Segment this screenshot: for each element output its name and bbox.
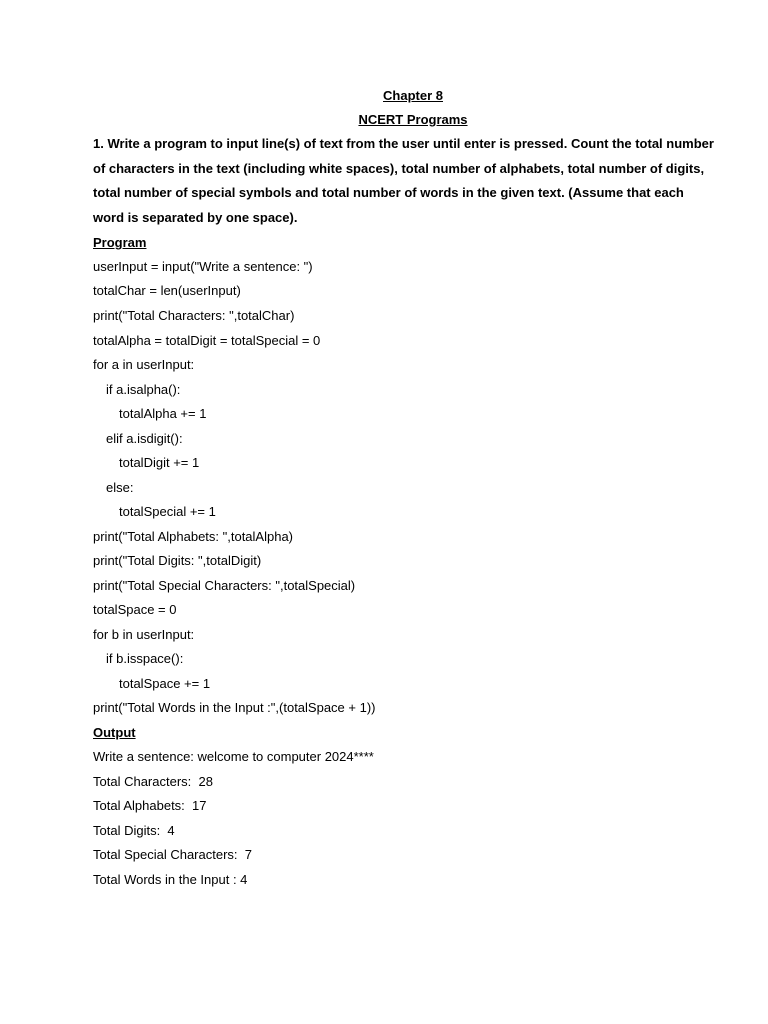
program-heading: Program <box>93 235 147 250</box>
code-line: if a.isalpha(): <box>106 382 181 397</box>
question-block <box>93 132 715 230</box>
code-line: print("Total Alphabets: ",totalAlpha) <box>93 529 294 544</box>
output-line: Total Digits: 4 <box>93 823 175 838</box>
section-title: NCERT Programs <box>358 112 468 127</box>
code-line: for b in userInput: <box>93 627 195 642</box>
code-line: totalSpecial += 1 <box>119 504 216 519</box>
output-line: Write a sentence: welcome to computer 2024**** <box>93 749 374 764</box>
code-line: totalDigit += 1 <box>119 455 200 470</box>
chapter-title: Chapter 8 <box>383 88 443 103</box>
code-line: userInput = input("Write a sentence: ") <box>93 259 313 274</box>
output-line: Total Characters: 28 <box>93 774 213 789</box>
code-line: if b.isspace(): <box>106 651 184 666</box>
code-line: print("Total Characters: ",totalChar) <box>93 308 295 323</box>
code-line: totalChar = len(userInput) <box>93 283 241 298</box>
code-line: for a in userInput: <box>93 357 195 372</box>
code-line: totalAlpha += 1 <box>119 406 207 421</box>
code-line: totalSpace += 1 <box>119 676 211 691</box>
code-line: else: <box>106 480 134 495</box>
code-line: totalSpace = 0 <box>93 602 177 617</box>
code-line: print("Total Digits: ",totalDigit) <box>93 553 262 568</box>
code-line: elif a.isdigit(): <box>106 431 183 446</box>
output-heading: Output <box>93 725 136 740</box>
code-line: print("Total Words in the Input :",(totalSpace + 1)) <box>93 700 376 715</box>
code-line: totalAlpha = totalDigit = totalSpecial = 0 <box>93 333 321 348</box>
output-line: Total Words in the Input : 4 <box>93 872 248 887</box>
output-line: Total Special Characters: 7 <box>93 847 252 862</box>
question-number: 1. <box>93 136 104 151</box>
code-line: print("Total Special Characters: ",totalSpecial) <box>93 578 356 593</box>
output-line: Total Alphabets: 17 <box>93 798 207 813</box>
question-text: Write a program to input line(s) of text from the user until enter is pressed. Count the total number of characters in the text (including white spaces), total number of alphabets, total number of digits, total number of special symbols and total number of words in the given text. (Assume that each word is separated by one space). <box>93 136 714 225</box>
